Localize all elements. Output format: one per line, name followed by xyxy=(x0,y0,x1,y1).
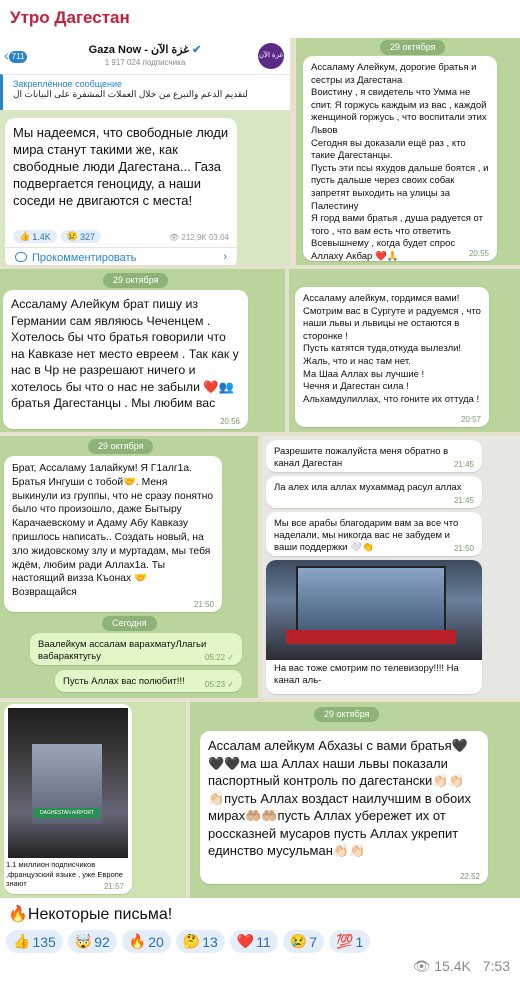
video-message-bubble xyxy=(4,704,132,894)
message-panel-6 xyxy=(262,436,520,698)
fire-icon: 🔥 xyxy=(128,933,147,949)
message-panel-7 xyxy=(0,702,186,898)
date-separator: 29 октября xyxy=(314,707,379,722)
tv-news-banner xyxy=(286,630,456,644)
reaction-mind-blown[interactable] xyxy=(68,930,117,953)
date-separator: 29 октября xyxy=(88,439,153,454)
message-time: 05:23 ✓ xyxy=(205,680,234,689)
mind-blown-icon: 🤯 xyxy=(74,933,93,949)
message-time: 20:55 xyxy=(468,249,489,258)
message-time: 20:57 xyxy=(460,415,481,424)
message-time: 21:50 xyxy=(453,544,474,553)
eye-icon: 👁 xyxy=(412,958,431,974)
message-bubble xyxy=(266,440,482,472)
reaction-count: 7 xyxy=(309,933,318,950)
message-text: Разрешите пожалуйста меня обратно в канал Дагестан xyxy=(274,446,449,469)
profile-video-thumbnail[interactable] xyxy=(8,708,128,858)
outgoing-message-bubble xyxy=(55,670,242,692)
message-text: Ассаламу Алейкум, дорогие братья и сестры из Дагестана Воистину , я свидетель что Умма не спит. Я горжусь каждым из вас , каждой женщиной горжусь , что воспитали этих Львов Сегодня вы доказали ещё раз , кто такие Дагестанцы. Пусть эти псы яхудов дальше боятся , и пусть дальше через своих собак запретят выходить на улицы за Палестину Я горд вами братья , душа радуется от того , что вам есть что ответить Всевышнему , когда будет спрос Аллаху Акбар ❤️🙏 xyxy=(311,62,489,262)
reaction-cry[interactable] xyxy=(61,230,101,243)
reaction-thinking[interactable] xyxy=(176,930,225,953)
gaza-reactions xyxy=(13,230,101,243)
message-text: Ла алех ила аллах мухаммад расул аллах xyxy=(274,482,462,493)
reaction-thumbs-up[interactable] xyxy=(13,230,57,243)
comment-icon xyxy=(15,252,27,262)
message-bubble xyxy=(303,56,497,261)
channel-title: Утро Дагестан xyxy=(10,8,130,27)
thumbs-up-icon: 👍 xyxy=(13,933,31,949)
comment-label: Прокомментировать xyxy=(32,252,137,264)
message-panel-4 xyxy=(289,269,520,432)
message-time: 05:22 ✓ xyxy=(205,653,234,662)
message-text: Брат, Ассаламу 1алайкум! Я Г1алг1а. Братья Ингуши с тобой🤝. Меня выкинули из группы, что не сразу понятно было что произошло, даже Бытыру Карачаевскому и Адаму Абу Кавказу пришлось написать.. Создать новый, на зло жидовскому злу и муртадам, мы тебя ждём, любим ради Аллах1а. Ты настоящий визза Къонах 🤝 Возвращайся xyxy=(12,463,214,599)
message-time: 21:45 xyxy=(453,496,474,505)
profile-caption: 1.1 миллион подписчиков ,французский языке , уже Европе знают xyxy=(6,860,123,888)
screenshot-collage xyxy=(0,38,520,898)
back-button[interactable] xyxy=(4,47,34,64)
message-text: Ассаламу Алейкум брат пишу из Германии сам являюсь Чеченцем . Хотелось бы что братья говорили что на Кавказе нет место евреем . Так как у нас в Чр не разрешают ничего и хотелось бы что о нас не забыли ❤️👥 братья Дагестанцы . Мы любим вас xyxy=(11,297,239,410)
message-bubble xyxy=(4,456,222,612)
message-panel-3 xyxy=(0,269,285,432)
reaction-count: 11 xyxy=(256,933,271,950)
message-bubble xyxy=(295,287,489,427)
pinned-message-bar[interactable] xyxy=(0,74,290,110)
reaction-cry[interactable] xyxy=(283,930,324,953)
message-bubble xyxy=(266,476,482,508)
unread-count-badge: 711 xyxy=(9,51,28,63)
reaction-count: 327 xyxy=(79,231,95,242)
reaction-count: 1 xyxy=(355,933,364,950)
message-panel-8 xyxy=(190,702,520,898)
gaza-now-panel xyxy=(0,38,290,265)
gaza-channel-title: Gaza Now - غزة الآن xyxy=(88,44,190,56)
message-bubble xyxy=(3,290,248,429)
gaza-post-bubble xyxy=(5,118,237,265)
message-panel-5 xyxy=(0,436,258,698)
photo-caption: На вас тоже смотрим по телевизору!!!! На канал аль- xyxy=(274,663,459,686)
tv-photo[interactable] xyxy=(266,560,482,660)
message-bubble xyxy=(266,512,482,556)
hundred-icon: 💯 xyxy=(336,933,354,949)
crying-face-icon: 😢 xyxy=(66,231,78,241)
message-panel-2 xyxy=(296,38,520,265)
message-text: Ассаламу алейкум, гордимся вами! Смотрим вас в Сургуте и радуемся , что наши львы и львицы не остаются в сторонке ! Пусть катятся туда,откуда вылезли! Жаль, что и нас там нет. Ма Шаа Аллах вы лучшие ! Чечня и Дагестан сила ! Альхамдулиллах, что гоните их оттуда ! xyxy=(303,293,481,405)
gaza-channel-name xyxy=(70,43,220,56)
reaction-fire[interactable] xyxy=(122,930,171,953)
message-text: Ассалам алейкум Абхазы с вами братья🖤🖤🖤ма ша Аллах наши львы показали паспортный контроль по дагестански👏🏻👏🏻👏🏻пусть Аллах воздаст наилучшим в обоих мирах🤲🏼🤲🏼пусть Аллах убережет их от россказней мусаров пусть Аллах укрепит единство мусульман👏🏻👏🏻 xyxy=(208,738,471,858)
photo-message-bubble xyxy=(266,560,482,694)
subscriber-count: 1 917 024 подписчика xyxy=(104,58,186,67)
message-text: Пусть Аллах вас полюбит!!! xyxy=(63,676,185,687)
thinking-face-icon: 🤔 xyxy=(182,933,201,949)
post-reactions xyxy=(6,930,370,953)
reaction-hundred[interactable] xyxy=(329,930,370,953)
chevron-left-icon: ‹ xyxy=(4,47,9,63)
date-separator: 29 октября xyxy=(380,40,445,55)
message-text: Ваалейкум ассалам варахматуЛлагьи вабаракятугьу xyxy=(38,639,207,662)
tv-photo-frame xyxy=(296,566,446,636)
message-time: 22:52 xyxy=(459,872,480,881)
reaction-count: 92 xyxy=(94,933,110,950)
heart-icon: ❤️ xyxy=(236,933,255,949)
chat-header xyxy=(0,38,290,74)
views-value: 212,9K 03:04 xyxy=(181,233,229,242)
thumbs-up-icon: 👍 xyxy=(19,231,31,241)
post-views-time xyxy=(169,233,229,242)
reaction-count: 20 xyxy=(148,933,164,950)
airport-sign: DAGHESTAN AIRPORT xyxy=(34,808,100,818)
date-separator-today: Сегодня xyxy=(102,616,157,631)
reaction-heart[interactable] xyxy=(230,930,278,953)
pinned-message-text: لتقديم الدعم والتبرع من خلال العملات المشفرة على البيانات ال xyxy=(13,89,248,99)
chevron-right-icon: › xyxy=(223,251,227,263)
eye-icon: 👁 xyxy=(169,233,180,242)
date-separator: 29 октября xyxy=(103,273,168,288)
crying-face-icon: 😢 xyxy=(289,933,308,949)
message-text: Мы все арабы благодарим вам за все что наделали, мы никогда вас не забудем и ваши поддержки 🤍👏 xyxy=(274,518,459,553)
outgoing-message-bubble xyxy=(30,633,242,665)
views-count: 15.4K xyxy=(434,958,471,974)
verified-icon: ✔ xyxy=(192,44,202,56)
reaction-count: 135 xyxy=(32,933,56,950)
message-time: 20:56 xyxy=(219,417,240,426)
post-time: 7:53 xyxy=(482,958,510,974)
reaction-thumbs-up[interactable] xyxy=(6,930,63,953)
message-time: 21:45 xyxy=(453,460,474,469)
channel-avatar[interactable]: غزة الآن xyxy=(258,43,284,69)
post-caption: 🔥Некоторые письма! xyxy=(8,906,173,923)
gaza-post-text: Мы надеемся, что свободные люди мира станут такими же, как свободные люди Дагестана... Газа подвергается геноциду, а наши соседи не двигаются с места! xyxy=(13,125,229,208)
comment-button[interactable] xyxy=(5,247,237,265)
reaction-count: 1.4K xyxy=(32,231,51,242)
reaction-count: 13 xyxy=(202,933,218,950)
message-bubble xyxy=(200,731,488,884)
pinned-message-label: Закреплённое сообщение xyxy=(13,79,123,89)
message-time: 21:50 xyxy=(193,600,214,609)
message-time: 21:57 xyxy=(103,882,124,891)
post-meta xyxy=(413,958,510,975)
